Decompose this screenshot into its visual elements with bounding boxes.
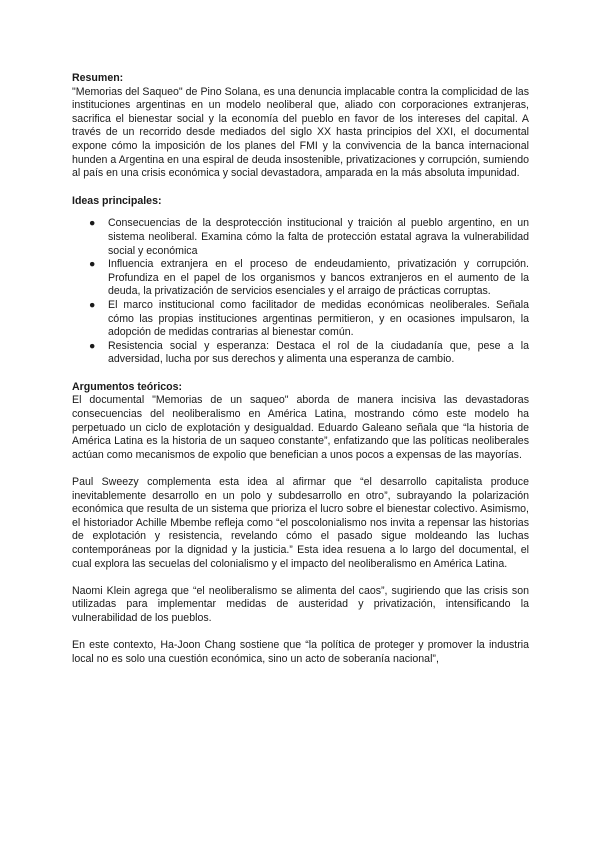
list-item [72, 299, 529, 340]
bullet-icon: ● [89, 339, 96, 352]
document-page [72, 72, 529, 666]
argumentos-paragraph: Naomi Klein agrega que “el neoliberalismo se alimenta del caos”, sugiriendo que las crisis son utilizadas para implementar medidas de austeridad y privatización, intensificando la vulnerabilidad de los pueblos. [72, 584, 529, 624]
argumentos-paragraph: Paul Sweezy complementa esta idea al afirmar que “el desarrollo capitalista produce inevitablemente desarrollo en un polo y subdesarrollo en otro”, subrayando la polarización económica que resulta de un sistema que prioriza el lucro sobre el bienestar colectivo. Asimismo, el historiador Achille Mbembe refleja como “el poscolonialismo nos invita a repensar las historias de explotación y resistencia, revelando cómo el pasado sigue moldeando las luchas contemporáneas por la dignidad y la justicia.” Esta idea resuena a lo largo del documental, el cual explora las secuelas del colonialismo y el impacto del neoliberalismo en América Latina. [72, 476, 529, 570]
argumentos-paragraph: En este contexto, Ha-Joon Chang sostiene que “la política de proteger y promover la industria local no es solo una cuestión económica, sino un acto de soberanía nacional”, [72, 639, 529, 665]
argumentos-section [72, 381, 529, 666]
bullet-icon: ● [89, 217, 96, 230]
list-item-text: El marco institucional como facilitador de medidas económicas neoliberales. Señala cómo las propias instituciones argentinas permitieron, y en ocasiones impulsaron, la adopción de medidas contrarias al bienestar común. [108, 298, 529, 339]
list-item [72, 340, 529, 367]
list-item-text: Resistencia social y esperanza: Destaca el rol de la ciudadanía que, pese a la adversidad, lucha por sus derechos y alimenta una esperanza de cambio. [108, 339, 529, 366]
argumentos-heading: Argumentos teóricos: [72, 380, 183, 393]
resumen-section [72, 72, 529, 181]
ideas-section [72, 195, 529, 367]
ideas-heading: Ideas principales: [72, 194, 162, 207]
list-item-text: Influencia extranjera en el proceso de endeudamiento, privatización y corrupción. Profundiza en el papel de los organismos y bancos extranjeros en el aumento de la deuda, la privatización de servicios esenciales y el arraigo de prácticas corruptas. [108, 258, 529, 298]
list-item [72, 217, 529, 258]
resumen-text: "Memorias del Saqueo" de Pino Solana, es una denuncia implacable contra la complicidad de las instituciones argentinas en un modelo neoliberal que, aliado con corporaciones extranjeras, sacrifica el bienestar social y la economía del pueblo en favor de los intereses del capital. A través de un recorrido desde mediados del siglo XX hasta principios del XXI, el documental expone cómo la imposición de los planes del FMI y la convivencia de la banca internacional hunden a Argentina en una espiral de deuda insostenible, privatizaciones y corrupción, sumiendo al país en una crisis económica y social devastadora, amparada en la más absoluta impunidad. [72, 85, 529, 180]
ideas-list [72, 217, 529, 367]
bullet-icon: ● [89, 258, 96, 271]
list-item-text: Consecuencias de la desprotección institucional y traición al pueblo argentino, en un sistema neoliberal. Examina cómo la falta de protección estatal agrava la vulnerabilidad social y económica [108, 217, 529, 257]
argumentos-paragraph: El documental "Memorias de un saqueo" aborda de manera incisiva las devastadoras consecuencias del neoliberalismo en América Latina, mostrando cómo este modelo ha perpetuado un ciclo de explotación y desigualdad. Eduardo Galeano señala que “la historia de América Latina es la historia de un saqueo constante”, enfatizando que las políticas neoliberales actúan como mecanismos de expolio que benefician a unos pocos a expensas de las mayorías. [72, 394, 529, 461]
bullet-icon: ● [89, 298, 96, 311]
resumen-heading: Resumen: [72, 72, 124, 84]
list-item [72, 258, 529, 299]
